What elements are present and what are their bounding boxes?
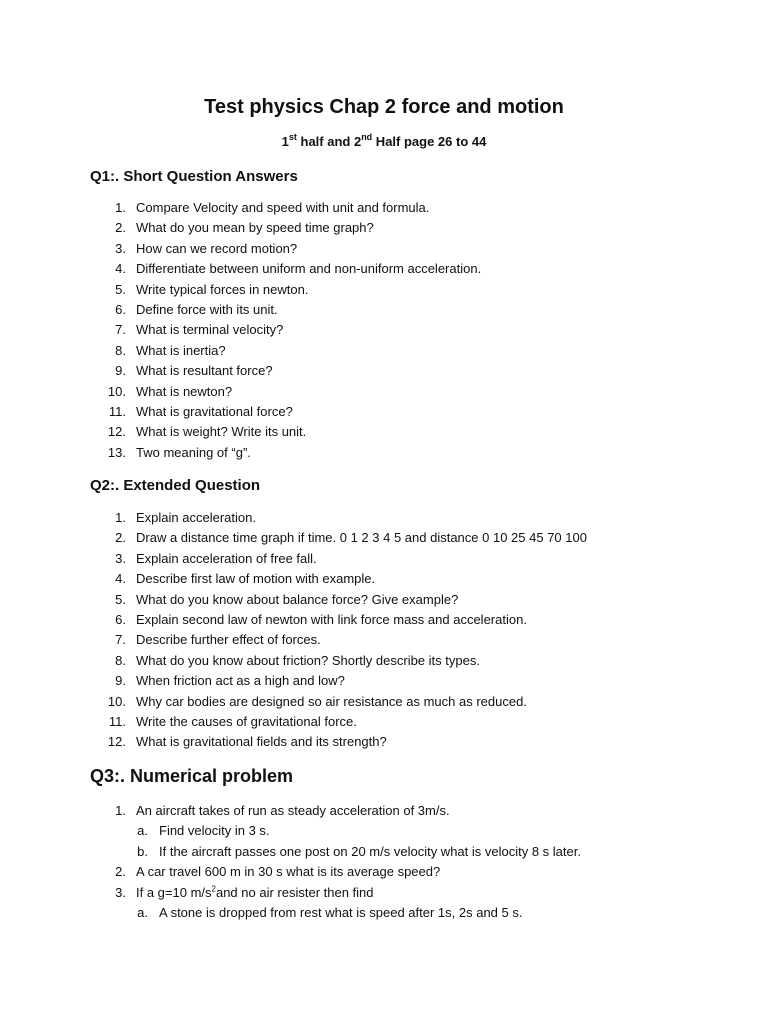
item-number: 12.	[107, 424, 126, 440]
item-number: 7.	[115, 322, 126, 338]
item-text: What is inertia?	[136, 342, 226, 358]
superscript-two: 2	[211, 884, 216, 894]
item-number: 6.	[115, 301, 126, 317]
list-item	[0, 443, 768, 463]
list-item	[0, 218, 768, 238]
list-item	[0, 801, 768, 821]
list-item	[0, 630, 768, 650]
item-number: 6.	[115, 611, 126, 627]
item-text: Find velocity in 3 s.	[159, 823, 270, 839]
list-item	[0, 692, 768, 712]
q1-heading: Q1:. Short Question Answers	[90, 168, 298, 185]
item-text	[136, 883, 374, 903]
list-item	[0, 341, 768, 361]
item-number: 12.	[107, 734, 126, 750]
list-item	[0, 300, 768, 320]
subtitle-part-b: half and 2	[296, 134, 362, 149]
item-text: What do you know about friction? Shortly describe its types.	[136, 652, 480, 668]
sub-list-item	[0, 842, 768, 862]
item-number: 5.	[115, 591, 126, 607]
item-number: 2.	[115, 530, 126, 546]
item-number: 11.	[108, 713, 126, 729]
item-text: Differentiate between uniform and non-uniform acceleration.	[136, 261, 482, 277]
item-number: 1.	[115, 510, 126, 525]
item-text: Write typical forces in newton.	[136, 281, 309, 297]
q2-list	[0, 508, 768, 753]
item-text: A car travel 600 m in 30 s what is its average speed?	[136, 864, 441, 880]
item-letter: a.	[137, 904, 148, 920]
item-number: 7.	[115, 632, 126, 648]
sub-list-item	[0, 903, 768, 923]
page-title: Test physics Chap 2 force and motion	[204, 96, 564, 118]
list-item	[0, 883, 768, 903]
sub-list-item	[0, 821, 768, 841]
item-text: An aircraft takes of run as steady acceleration of 3m/s.	[136, 803, 450, 818]
list-item	[0, 528, 768, 548]
item-number: 3.	[115, 884, 126, 900]
item-number: 10.	[107, 383, 126, 399]
item-number: 3.	[115, 240, 126, 256]
item-number: 11.	[108, 403, 126, 419]
list-item	[0, 569, 768, 589]
item-text-part-a: If a g=10 m/s	[136, 884, 212, 900]
item-number: 9.	[115, 673, 126, 689]
item-text: Write the causes of gravitational force.	[136, 713, 357, 729]
item-text: What do you mean by speed time graph?	[136, 220, 374, 236]
list-item	[0, 198, 768, 218]
item-number: 9.	[115, 363, 126, 379]
item-text: What is gravitational force?	[136, 403, 293, 419]
q2-heading: Q2:. Extended Question	[90, 477, 261, 494]
item-text: What is newton?	[136, 383, 233, 399]
page-subtitle	[0, 133, 768, 151]
list-item	[0, 549, 768, 569]
list-item	[0, 280, 768, 300]
list-item	[0, 671, 768, 691]
item-number: 5.	[115, 281, 126, 297]
list-item	[0, 361, 768, 381]
item-number: 8.	[115, 342, 126, 358]
item-text: What is terminal velocity?	[136, 322, 284, 338]
item-text: What is gravitational fields and its strength?	[136, 734, 387, 750]
item-letter: a.	[137, 823, 148, 839]
item-text: What do you know about balance force? Give example?	[136, 591, 459, 607]
q3-list	[0, 801, 768, 923]
subtitle-sup-b: nd	[361, 131, 373, 142]
subtitle-sup-a: st	[288, 131, 297, 142]
item-number: 13.	[107, 444, 126, 460]
q3-heading: Q3:. Numerical problem	[90, 766, 294, 786]
list-item	[0, 712, 768, 732]
item-text: Two meaning of “g”.	[136, 444, 251, 460]
item-text: What is resultant force?	[136, 363, 273, 379]
item-text: When friction act as a high and low?	[136, 673, 345, 689]
item-text: Explain acceleration of free fall.	[136, 550, 317, 566]
subtitle-part-a: 1	[281, 134, 289, 149]
list-item	[0, 422, 768, 442]
item-text: Why car bodies are designed so air resistance as much as reduced.	[136, 693, 527, 709]
list-item	[0, 590, 768, 610]
list-item	[0, 508, 768, 528]
list-item	[0, 239, 768, 259]
item-text: Compare Velocity and speed with unit and formula.	[136, 200, 430, 215]
list-item	[0, 862, 768, 882]
list-item	[0, 610, 768, 630]
item-text: Describe first law of motion with example.	[136, 571, 376, 587]
item-text: Explain second law of newton with link force mass and acceleration.	[136, 611, 527, 627]
item-number: 2.	[115, 220, 126, 236]
item-number: 4.	[115, 571, 126, 587]
item-number: 2.	[115, 864, 126, 880]
item-number: 3.	[115, 550, 126, 566]
item-text: A stone is dropped from rest what is speed after 1s, 2s and 5 s.	[159, 904, 523, 920]
subtitle-part-c: Half page 26 to 44	[372, 134, 487, 149]
list-item	[0, 259, 768, 279]
item-text-part-b: and no air resister then find	[215, 884, 374, 900]
item-number: 8.	[115, 652, 126, 668]
item-text: If the aircraft passes one post on 20 m/s velocity what is velocity 8 s later.	[159, 843, 581, 859]
item-text: Draw a distance time graph if time. 0 1 2 3 4 5 and distance 0 10 25 45 70 100	[136, 530, 587, 546]
item-number: 10.	[107, 693, 126, 709]
list-item	[0, 320, 768, 340]
item-number: 1.	[115, 200, 126, 215]
item-number: 1.	[115, 803, 126, 818]
item-text: What is weight? Write its unit.	[136, 424, 307, 440]
item-number: 4.	[115, 261, 126, 277]
item-text: How can we record motion?	[136, 240, 298, 256]
q1-list	[0, 198, 768, 463]
item-letter: b.	[137, 843, 148, 859]
item-text: Describe further effect of forces.	[136, 632, 321, 648]
list-item	[0, 651, 768, 671]
item-text: Explain acceleration.	[136, 510, 256, 525]
item-text: Define force with its unit.	[136, 301, 278, 317]
list-item	[0, 382, 768, 402]
list-item	[0, 402, 768, 422]
list-item	[0, 732, 768, 752]
